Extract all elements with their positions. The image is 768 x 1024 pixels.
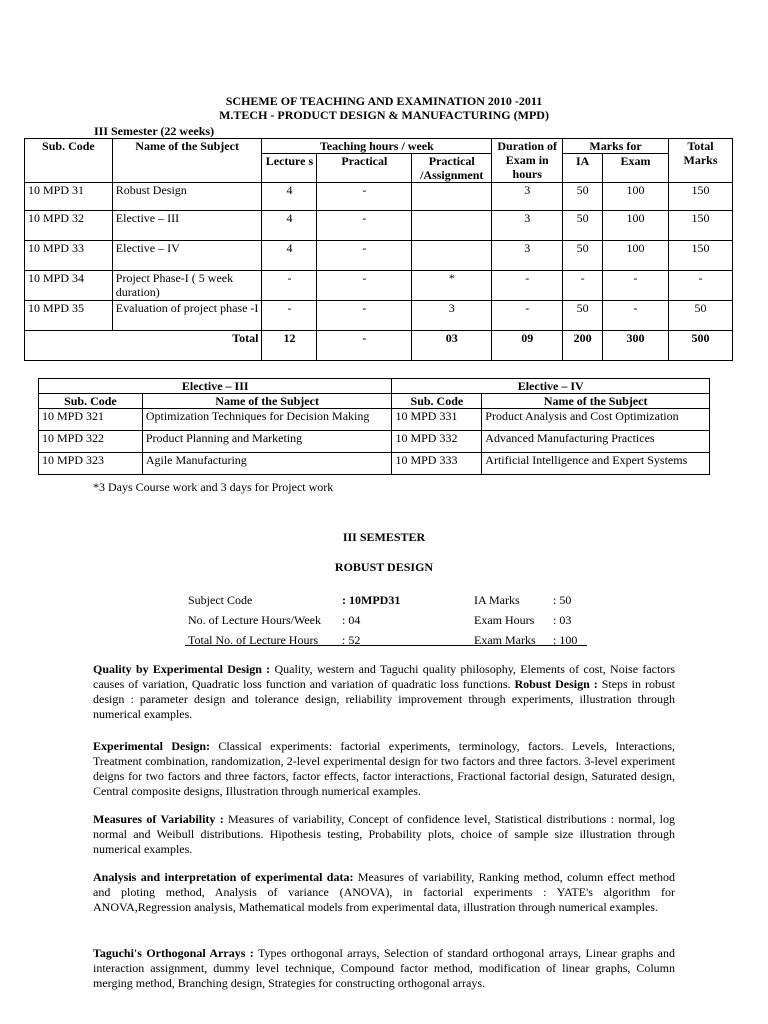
cell-duration: -	[492, 271, 563, 301]
table-row	[25, 183, 733, 211]
cell-code: 10 MPD 322	[39, 431, 143, 453]
cell-assignment: *	[412, 271, 492, 301]
paragraph-heading: Analysis and interpretation of experimental data:	[93, 870, 354, 884]
total-hours-value: : 52	[342, 633, 361, 647]
cell-total: 150	[669, 211, 733, 241]
cell-practical: -	[317, 301, 412, 331]
paragraph-heading: Taguchi's Orthogonal Arrays :	[93, 946, 254, 960]
exam-hours-label: Exam Hours	[474, 613, 535, 627]
cell-duration: 3	[492, 183, 563, 211]
exam-marks-value: : 100	[553, 633, 578, 647]
cell-assignment: 3	[412, 301, 492, 331]
syllabus-paragraph	[93, 946, 675, 991]
table-row	[25, 271, 733, 301]
header-teaching-hours: Teaching hours / week	[262, 139, 492, 154]
header-lecture: Lecture s	[262, 154, 317, 183]
cell-subject: Elective – IV	[112, 241, 262, 271]
total-lecture: 12	[262, 331, 317, 361]
paragraph-heading: Robust Design :	[514, 677, 598, 691]
subject-heading: ROBUST DESIGN	[334, 560, 434, 574]
cell-subject: Optimization Techniques for Decision Making	[142, 409, 392, 431]
total-exam: 300	[603, 331, 669, 361]
subject-info-values	[342, 590, 400, 650]
marks-info-values	[553, 590, 577, 650]
cell-code: 10 MPD 333	[392, 453, 482, 475]
cell-code: 10 MPD 32	[25, 211, 113, 241]
semester-label: III Semester (22 weeks)	[94, 124, 215, 138]
cell-code: 10 MPD 31	[25, 183, 113, 211]
header-marks-for: Marks for	[563, 139, 669, 154]
cell-lecture: -	[262, 271, 317, 301]
header-practical-assignment: Practical /Assignment	[412, 154, 492, 183]
paragraph-text: Measures of variability, Ranking method, column effect method and ploting method, Analysis of variance (ANOVA), in factorial experiments : YATE's algorithm for ANOVA,Regression analysis, Mathematical models from experimental data, illustration through numerical examples.	[93, 870, 675, 914]
total-label: Total	[25, 331, 262, 361]
header-duration: Duration of Exam in hours	[492, 139, 563, 183]
cell-ia: -	[563, 271, 603, 301]
total-row	[25, 331, 733, 361]
cell-practical: -	[317, 241, 412, 271]
cell-code: 10 MPD 35	[25, 301, 113, 331]
scheme-table	[24, 138, 733, 361]
paragraph-text: Measures of variability, Concept of confidence level, Statistical distributions : normal, log normal and Weibull distributions. Hipothesis testing, Probability plots, choice of sample size illustration through numerical examples.	[93, 812, 675, 856]
cell-ia: 50	[563, 211, 603, 241]
cell-exam: 100	[603, 183, 669, 211]
exam-hours-value: : 03	[553, 613, 572, 627]
cell-code: 10 MPD 323	[39, 453, 143, 475]
info-divider	[185, 645, 587, 646]
scheme-title: SCHEME OF TEACHING AND EXAMINATION 2010 -2011	[225, 94, 543, 108]
semester-heading: III SEMESTER	[342, 530, 426, 544]
program-title: M.TECH - PRODUCT DESIGN & MANUFACTURING (MPD)	[219, 108, 549, 122]
header-exam: Exam	[603, 154, 669, 183]
header-elective-4: Elective – IV	[392, 379, 710, 394]
cell-total: -	[669, 271, 733, 301]
paragraph-heading: Quality by Experimental Design :	[93, 662, 271, 676]
table-row	[25, 301, 733, 331]
cell-ia: 50	[563, 241, 603, 271]
cell-subject: Robust Design	[112, 183, 262, 211]
cell-exam: 100	[603, 211, 669, 241]
cell-lecture: -	[262, 301, 317, 331]
lecture-hours-value: : 04	[342, 613, 361, 627]
cell-total: 150	[669, 183, 733, 211]
subject-code-label: Subject Code	[188, 593, 253, 607]
cell-exam: -	[603, 301, 669, 331]
cell-ia: 50	[563, 301, 603, 331]
header-elective-3: Elective – III	[39, 379, 392, 394]
header-subcode: Sub. Code	[25, 139, 113, 183]
header-subcode-3: Sub. Code	[39, 394, 143, 409]
cell-code: 10 MPD 33	[25, 241, 113, 271]
cell-practical: -	[317, 211, 412, 241]
ia-marks-label: IA Marks	[474, 593, 520, 607]
paragraph-text: Steps in robust design : parameter design and tolerance design, reliability improvement through experiments, illustration through numerical examples.	[93, 677, 675, 721]
cell-assignment	[412, 183, 492, 211]
footnote: *3 Days Course work and 3 days for Project work	[93, 480, 334, 494]
paragraph-heading: Experimental Design:	[93, 739, 211, 753]
elective-table	[38, 378, 710, 475]
subject-info-labels	[188, 590, 321, 650]
cell-duration: 3	[492, 241, 563, 271]
paragraph-heading: Measures of Variability :	[93, 812, 224, 826]
total-hours-label: Total No. of Lecture Hours	[188, 633, 319, 647]
cell-lecture: 4	[262, 183, 317, 211]
paragraph-text: Quality, western and Taguchi quality philosophy, Elements of cost, Noise factors causes of variation, Quadratic loss function and variation of quadratic loss functions.	[93, 662, 675, 691]
cell-code: 10 MPD 34	[25, 271, 113, 301]
marks-info-labels	[474, 590, 536, 650]
subject-code-value: : 10MPD31	[342, 593, 401, 607]
syllabus-paragraph	[93, 739, 675, 799]
table-row	[39, 453, 710, 475]
header-total-marks: Total Marks	[669, 139, 733, 183]
cell-duration: -	[492, 301, 563, 331]
exam-marks-label: Exam Marks	[474, 633, 536, 647]
cell-subject: Product Planning and Marketing	[142, 431, 392, 453]
table-row	[39, 431, 710, 453]
total-ia: 200	[563, 331, 603, 361]
cell-subject: Elective – III	[112, 211, 262, 241]
paragraph-text: Types orthogonal arrays, Selection of standard orthogonal arrays, Linear graphs and interaction assignment, dummy level technique, Compound factor method, modification of linear graphs, Column merging method, Branching design, Strategies for constructing orthogonal arrays.	[93, 946, 675, 990]
cell-code: 10 MPD 332	[392, 431, 482, 453]
cell-subject: Advanced Manufacturing Practices	[482, 431, 710, 453]
cell-subject: Evaluation of project phase -I	[112, 301, 262, 331]
table-row	[25, 211, 733, 241]
header-practical: Practical	[317, 154, 412, 183]
cell-subject: Agile Manufacturing	[142, 453, 392, 475]
syllabus-paragraph	[93, 662, 675, 722]
total-marks: 500	[669, 331, 733, 361]
cell-subject: Artificial Intelligence and Expert Systems	[482, 453, 710, 475]
cell-code: 10 MPD 321	[39, 409, 143, 431]
lecture-hours-label: No. of Lecture Hours/Week	[188, 613, 321, 627]
cell-exam: -	[603, 271, 669, 301]
header-name-3: Name of the Subject	[142, 394, 392, 409]
syllabus-paragraph	[93, 812, 675, 857]
cell-ia: 50	[563, 183, 603, 211]
cell-lecture: 4	[262, 211, 317, 241]
cell-lecture: 4	[262, 241, 317, 271]
cell-total: 50	[669, 301, 733, 331]
paragraph-text: Classical experiments: factorial experiments, terminology, factors. Levels, Interactions, Treatment combination, randomization, 2-level experimental design for two factors and three factors. 3-level experiment deigns for two factors and three factors, factor effects, factor interactions, Fractional factorial design, Saturated design, Central composite designs, Illustration through numerical examples.	[93, 739, 676, 798]
total-duration: 09	[492, 331, 563, 361]
header-name-4: Name of the Subject	[482, 394, 710, 409]
total-assignment: 03	[412, 331, 492, 361]
total-practical: -	[317, 331, 412, 361]
cell-total: 150	[669, 241, 733, 271]
cell-duration: 3	[492, 211, 563, 241]
cell-exam: 100	[603, 241, 669, 271]
cell-code: 10 MPD 331	[392, 409, 482, 431]
cell-practical: -	[317, 271, 412, 301]
table-row	[25, 241, 733, 271]
table-row	[39, 409, 710, 431]
header-ia: IA	[563, 154, 603, 183]
ia-marks-value: : 50	[553, 593, 572, 607]
cell-subject: Project Phase-I ( 5 week duration)	[112, 271, 262, 301]
cell-subject: Product Analysis and Cost Optimization	[482, 409, 710, 431]
cell-practical: -	[317, 183, 412, 211]
cell-assignment	[412, 241, 492, 271]
header-subject: Name of the Subject	[112, 139, 262, 183]
header-subcode-4: Sub. Code	[392, 394, 482, 409]
syllabus-paragraph	[93, 870, 675, 915]
cell-assignment	[412, 211, 492, 241]
